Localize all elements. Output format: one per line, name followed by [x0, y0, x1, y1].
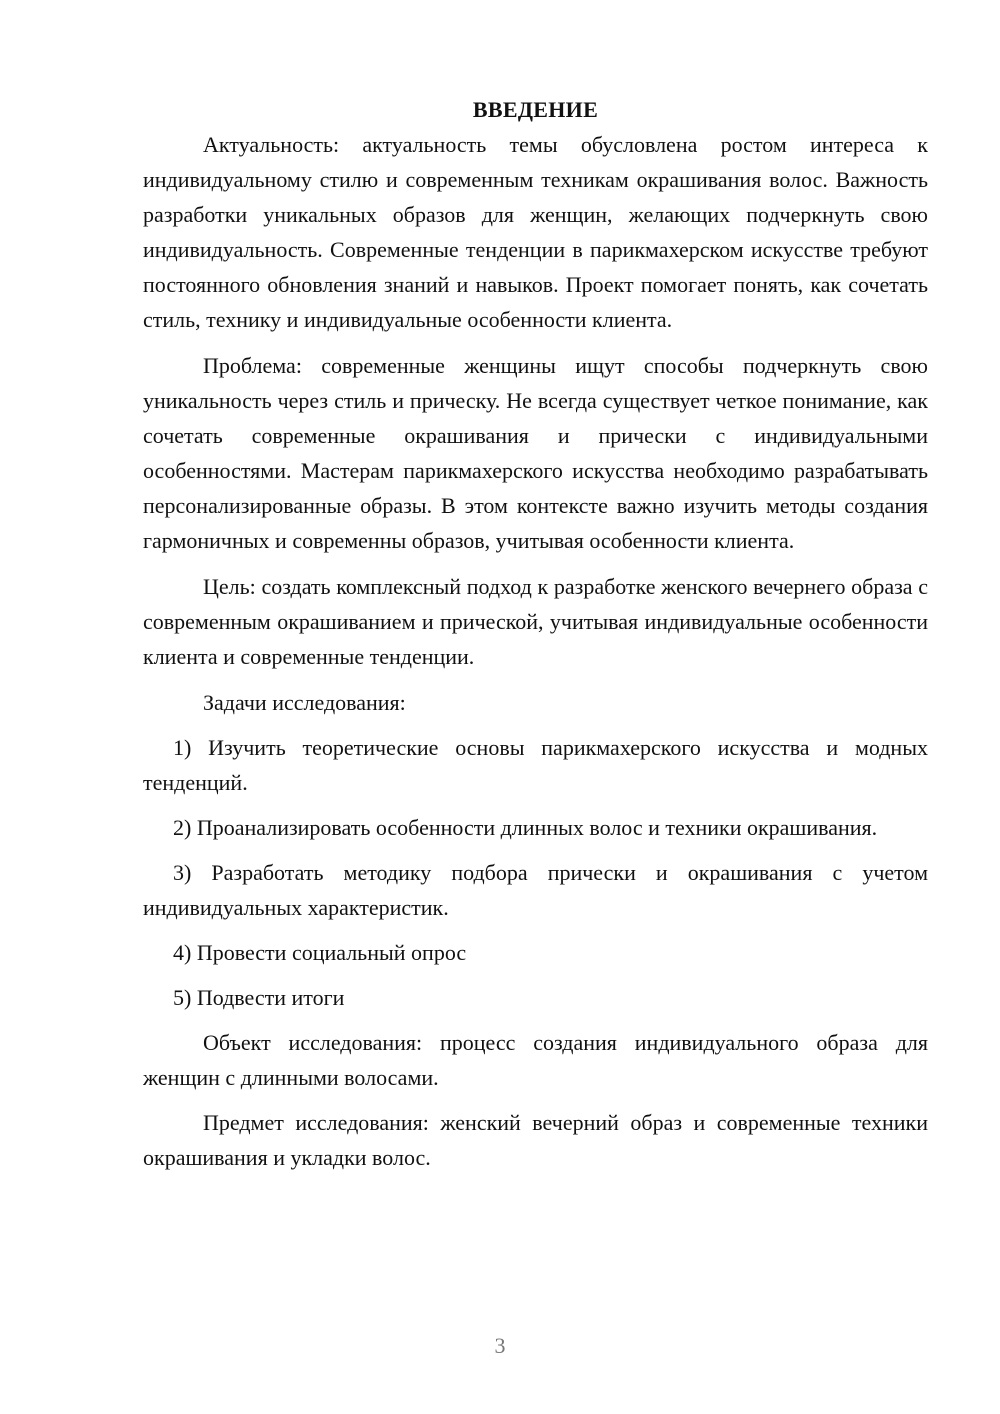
task-item-3: 3) Разработать методику подбора прически и окрашивания с учетом индивидуальных характеристик. — [143, 860, 928, 920]
section-title: ВВЕДЕНИЕ — [472, 97, 599, 122]
document-page — [143, 92, 928, 1175]
subject-paragraph: Предмет исследования: женский вечерний образ и современные техники окрашивания и укладки волос. — [143, 1110, 928, 1170]
relevance-paragraph: Актуальность: актуальность темы обусловлена ростом интереса к индивидуальному стилю и современным техникам окрашивания волос. Важность разработки уникальных образов для женщин, желающих подчеркнуть свою индивидуальность. Современные тенденции в парикмахерском искусстве требуют постоянного обновления знаний и навыков. Проект помогает понять, как сочетать стиль, технику и индивидуальные особенности клиента. — [143, 132, 928, 332]
task-item-1: 1) Изучить теоретические основы парикмахерского искусства и модных тенденций. — [143, 735, 928, 795]
object-paragraph: Объект исследования: процесс создания индивидуального образа для женщин с длинными волосами. — [143, 1030, 928, 1090]
task-item-4: 4) Провести социальный опрос — [173, 940, 467, 965]
problem-paragraph: Проблема: современные женщины ищут способы подчеркнуть свою уникальность через стиль и прическу. Не всегда существует четкое понимание, как сочетать современные окрашивания и прически с индивидуальными особенностями. Мастерам парикмахерского искусства необходимо разрабатывать персонализированные образы. В этом контексте важно изучить методы создания гармоничных и современны образов, учитывая особенности клиента. — [143, 353, 928, 553]
task-item-2: 2) Проанализировать особенности длинных волос и техники окрашивания. — [173, 815, 878, 840]
task-item-5: 5) Подвести итоги — [173, 985, 345, 1010]
goal-paragraph: Цель: создать комплексный подход к разработке женского вечернего образа с современным окрашиванием и прической, учитывая индивидуальные особенности клиента и современные тенденции. — [143, 574, 928, 669]
tasks-heading: Задачи исследования: — [203, 690, 406, 715]
page-number: 3 — [494, 1333, 506, 1358]
